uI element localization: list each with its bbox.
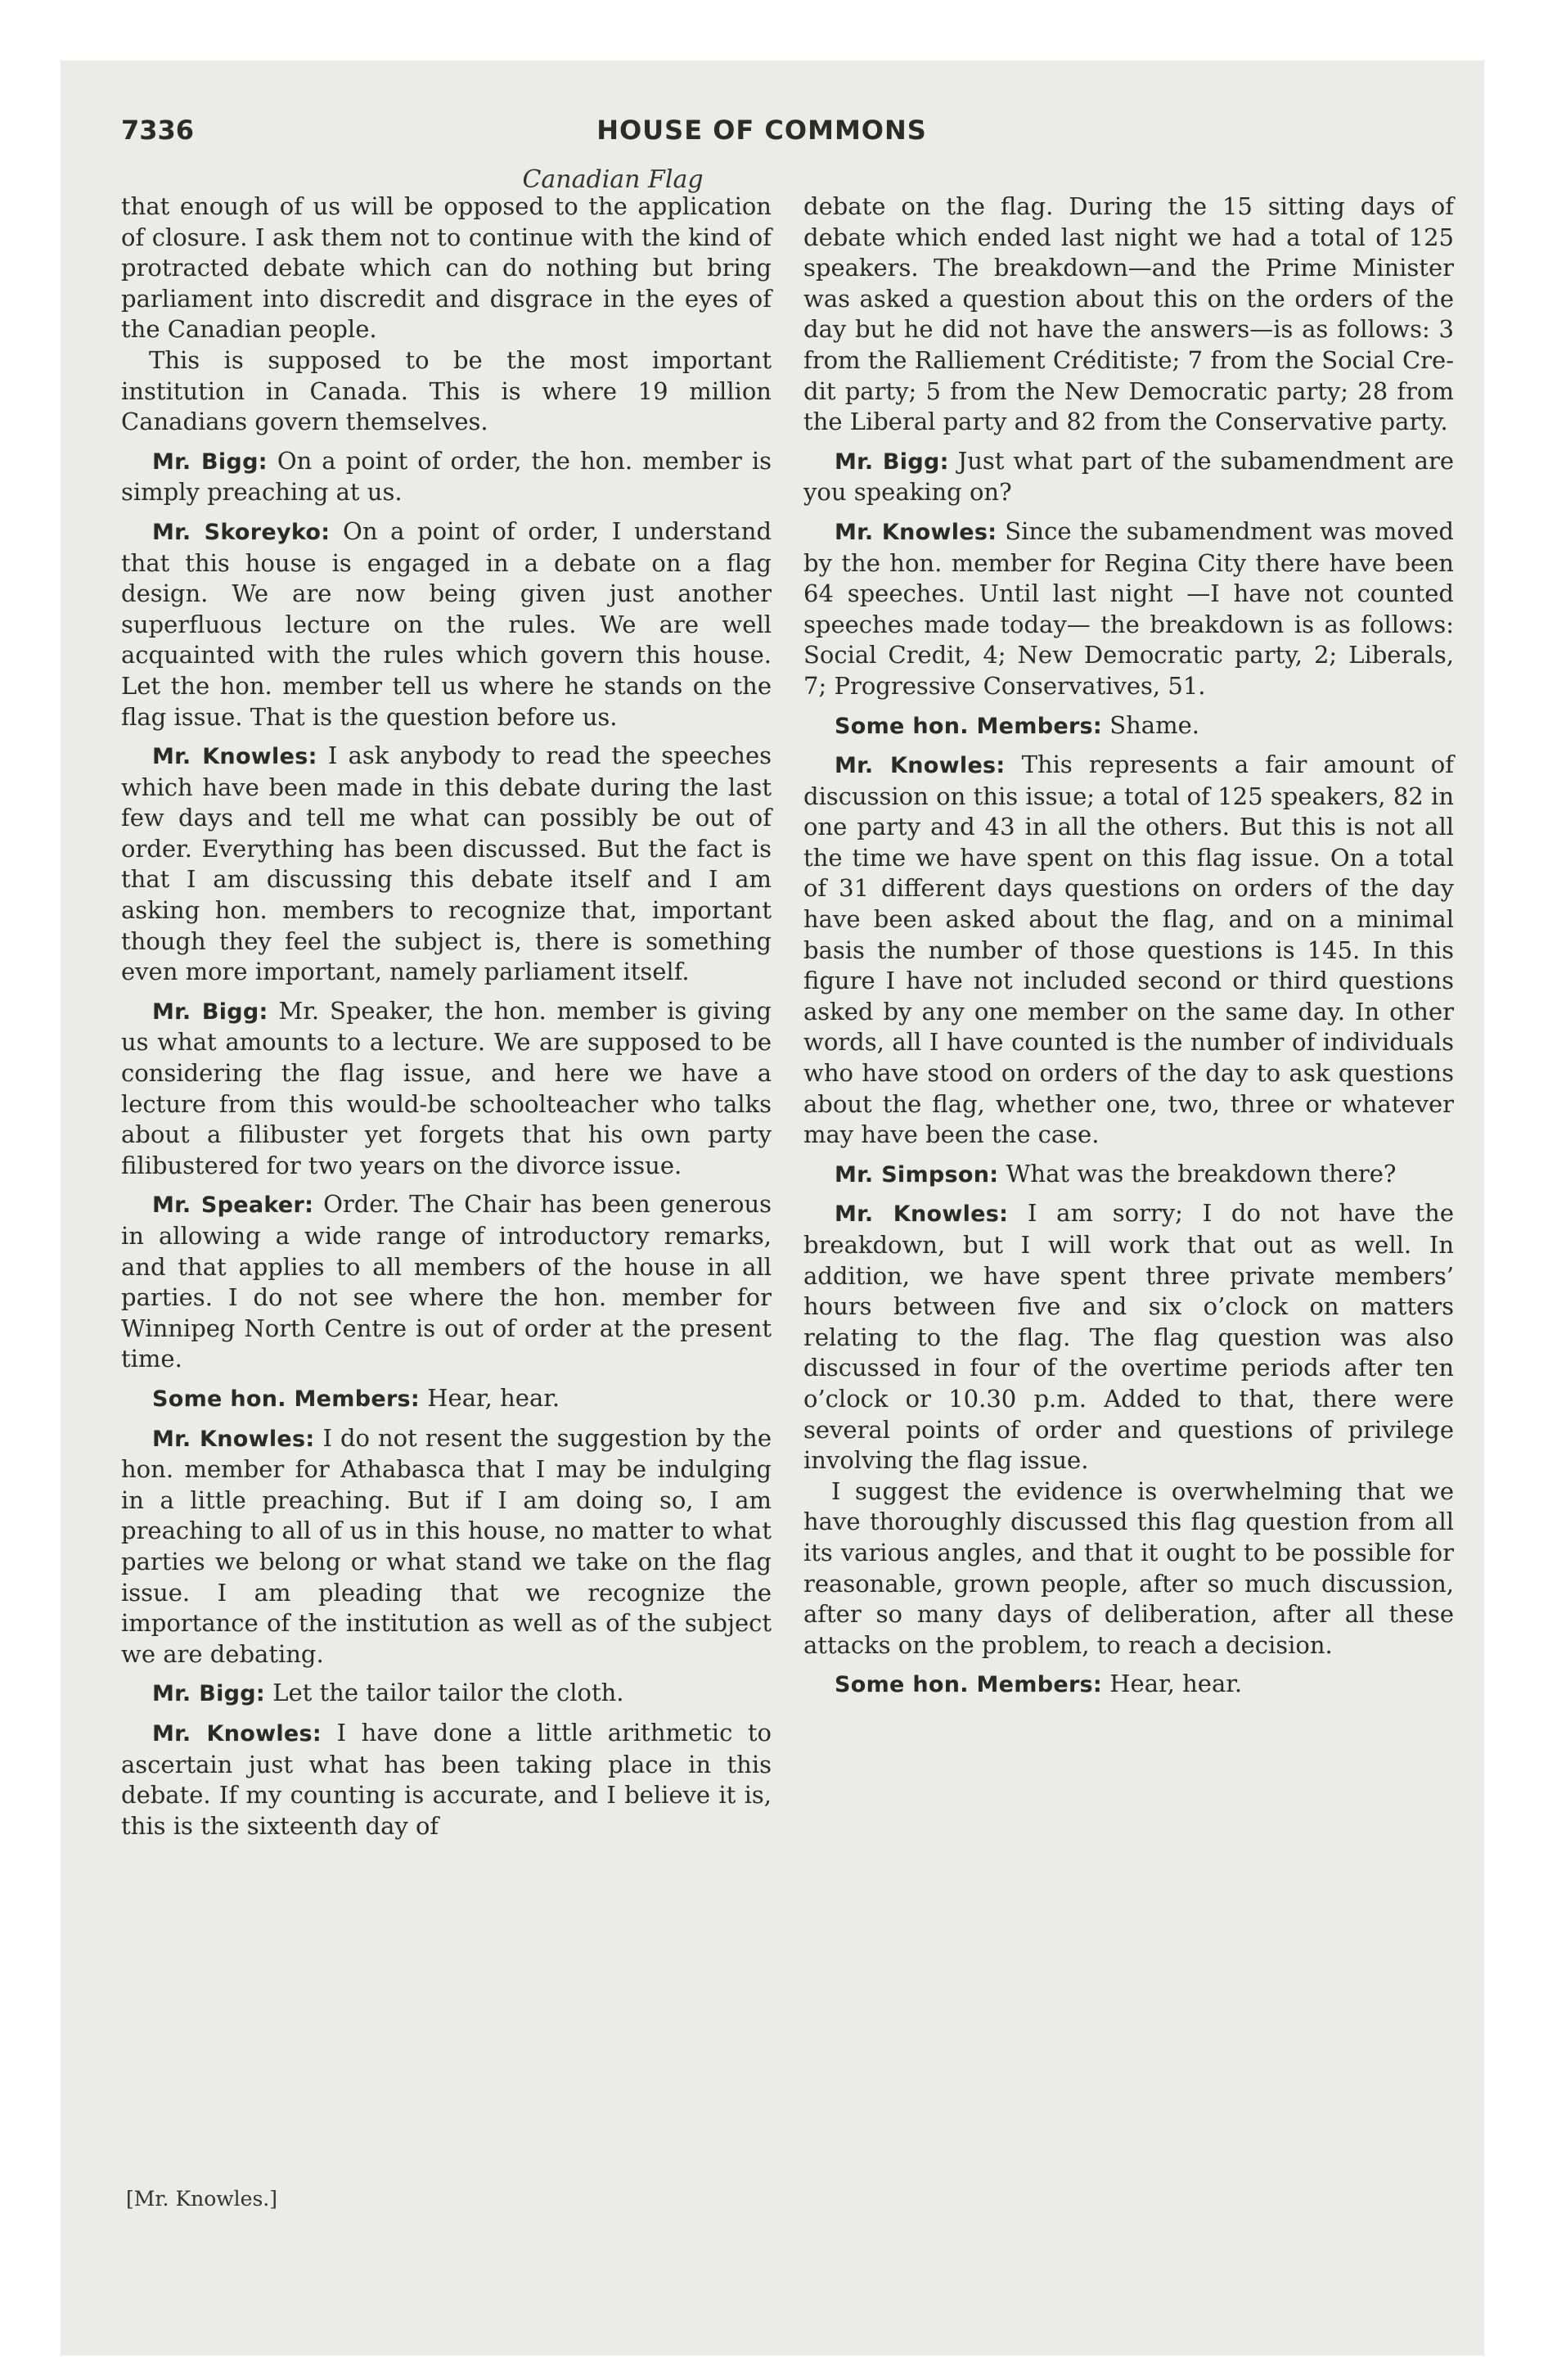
paragraph-text: Shame. <box>1109 710 1199 739</box>
paragraph <box>121 1718 772 1841</box>
speaker-name: Mr. Knowles: <box>152 744 317 770</box>
speaker-name: Some hon. Members: <box>152 1386 421 1412</box>
paragraph <box>803 710 1454 742</box>
speaker-name: Some hon. Members: <box>835 713 1103 739</box>
paragraph <box>803 1669 1454 1701</box>
paragraph <box>803 1198 1454 1476</box>
paragraph <box>121 192 772 345</box>
paragraph <box>803 1159 1454 1191</box>
paragraph-text: This is supposed to be the most important institution in Canada. This is where 19 million Canadians govern themselves. <box>121 345 772 436</box>
paragraph-text: On a point of order, I understand that this house is engaged in a debate on a flag design. We are now being given just another superfluous lecture on the rules. We are well acquainted with the rules which govern this house. Let the hon. member tell us where he stands on the flag issue. That is the question before us. <box>121 516 772 731</box>
paragraph <box>121 1423 772 1670</box>
section-title: Canadian Flag <box>522 165 704 194</box>
speaker-name: Mr. Bigg: <box>152 998 268 1025</box>
paragraph-text: This represents a fair amount of discussion on this issue; a total of 125 speakers, 82 in one party and 43 in all the others. But this is not all the time we have spent on this flag issue. On a total of 31 different days questions on orders of the day have been asked about the flag, and on a minimal basis the number of those questions is 145. In this figure I have not included second or third questions asked by any one member on the same day. In other words, all I have counted is the number of individuals who have stood on orders of the day to ask questions about the flag, whether one, two, three or whatever may have been the case. <box>803 751 1454 1149</box>
page-number: 7336 <box>121 115 195 146</box>
paragraph-text: On a point of order, the hon. member is simply preaching at us. <box>121 446 772 507</box>
paragraph <box>121 1189 772 1375</box>
paragraph <box>121 1383 772 1415</box>
paragraph-text: Mr. Speaker, the hon. member is giving us what amounts to a lecture. We are supposed to be considering the flag issue, and here we have a lecture from this would-be schoolteacher who talks about a filibuster yet forgets that his own party filibustered for two years on the divorce issue. <box>121 996 772 1179</box>
paragraph-text: I ask anybody to read the speeches which have been made in this debate during the last few days and tell me what can possibly be out of order. Everything has been discussed. But the fact is that I am discussing this debate itself and I am asking hon. members to recognize that, important though they feel the subject is, there is something even more important, namely parliament itself. <box>121 741 772 986</box>
speaker-name: Mr. Knowles: <box>152 1426 315 1452</box>
paragraph <box>121 516 772 732</box>
paragraph-text: debate on the flag. During the 15 sitting days of debate which ended last night we had a total of 125 speakers. The breakdown—and the Prime Minister was asked a question about this on the orders of the day but he did not have the answers—is as follows: 3 from the Ralliement Créditiste; 7 from the Social Credit party; 5 from the New Democratic party; 28 from the Liberal party and 82 from the Conservative party. <box>803 192 1454 436</box>
paragraph <box>121 345 772 438</box>
paragraph <box>803 516 1454 702</box>
page-sheet <box>61 61 1484 2355</box>
paragraph-text: Hear, hear. <box>1109 1670 1243 1698</box>
left-column <box>121 192 772 1841</box>
speaker-name: Mr. Knowles: <box>835 1201 1009 1228</box>
speaker-name: Mr. Simpson: <box>835 1161 999 1188</box>
paragraph <box>803 1476 1454 1661</box>
paragraph-text: I do not resent the suggestion by the hon. member for Athabasca that I may be indulging in a little preaching. But if I am doing so, I am preaching to all of us in this house, no matter to what parties we belong or what stand we take on the flag issue. I am pleading that we recognize the importance of the institution as well as of the subject we are debating. <box>121 1423 772 1668</box>
paragraph <box>121 741 772 988</box>
running-title: HOUSE OF COMMONS <box>596 115 927 146</box>
speaker-name: Mr. Bigg: <box>152 449 268 475</box>
speaker-name: Mr. Bigg: <box>152 1681 265 1707</box>
paragraph-text: Let the tailor tailor the cloth. <box>272 1679 624 1707</box>
footer-speaker-note: [Mr. Knowles.] <box>126 2187 277 2211</box>
speaker-name: Some hon. Members: <box>835 1672 1103 1698</box>
paragraph-text: Order. The Chair has been generous in allowing a wide range of introductory remarks, and that applies to all members of the house in all parties. I do not see where the hon. member for Winnipeg North Centre is out of order at the present time. <box>121 1190 772 1373</box>
speaker-name: Mr. Speaker: <box>152 1192 314 1219</box>
paragraph-text: I suggest the evidence is overwhelming that we have thoroughly discussed this flag question from all its various angles, and that it ought to be possible for reasonable, grown people, after so much discussion, after so many days of deliberation, after all these attacks on the problem, to reach a decision. <box>803 1476 1454 1659</box>
speaker-name: Mr. Knowles: <box>835 519 997 545</box>
paragraph-text: Just what part of the subamendment are you speaking on? <box>803 446 1455 507</box>
speaker-name: Mr. Knowles: <box>152 1720 322 1747</box>
paragraph-text: What was the breakdown there? <box>1006 1159 1397 1188</box>
speaker-name: Mr. Skoreyko: <box>152 519 331 545</box>
speaker-name: Mr. Bigg: <box>835 449 949 475</box>
paragraph <box>121 1678 772 1710</box>
paragraph-text: I am sorry; I do not have the breakdown, but I will work that out as well. In addition, we have spent three private members’ hours between five and six o’clock on matters relating to the flag. The flag question was also discussed in four of the overtime periods after ten o’clock or 10.30 p.m. Added to that, there were several points of order and questions of privilege involving the flag issue. <box>803 1199 1454 1475</box>
paragraph <box>121 446 772 508</box>
paragraph-text: I have done a little arithmetic to ascertain just what has been taking place in this debate. If my counting is accurate, and I believe it is, this is the sixteenth day of <box>121 1718 772 1840</box>
paragraph-text: that enough of us will be opposed to the application of closure. I ask them not to continue with the kind of protracted debate which can do nothing but bring parliament into discredit and disgrace in the eyes of the Canadian people. <box>121 192 772 344</box>
paragraph-text: Since the subamendment was moved by the hon. member for Regina City there have been 64 speeches. Until last night —I have not counted speeches made today— the breakdown is as follows: Social Credit, 4; New Democratic party, 2; Liberals, 7; Progressive Conservatives, 51. <box>803 516 1455 700</box>
paragraph <box>121 996 772 1182</box>
paragraph <box>803 446 1454 508</box>
right-column <box>803 192 1454 1701</box>
speaker-name: Mr. Knowles: <box>835 753 1006 779</box>
page-header <box>121 115 1402 156</box>
paragraph-text: Hear, hear. <box>427 1383 560 1412</box>
paragraph <box>803 750 1454 1151</box>
paragraph <box>803 192 1454 438</box>
